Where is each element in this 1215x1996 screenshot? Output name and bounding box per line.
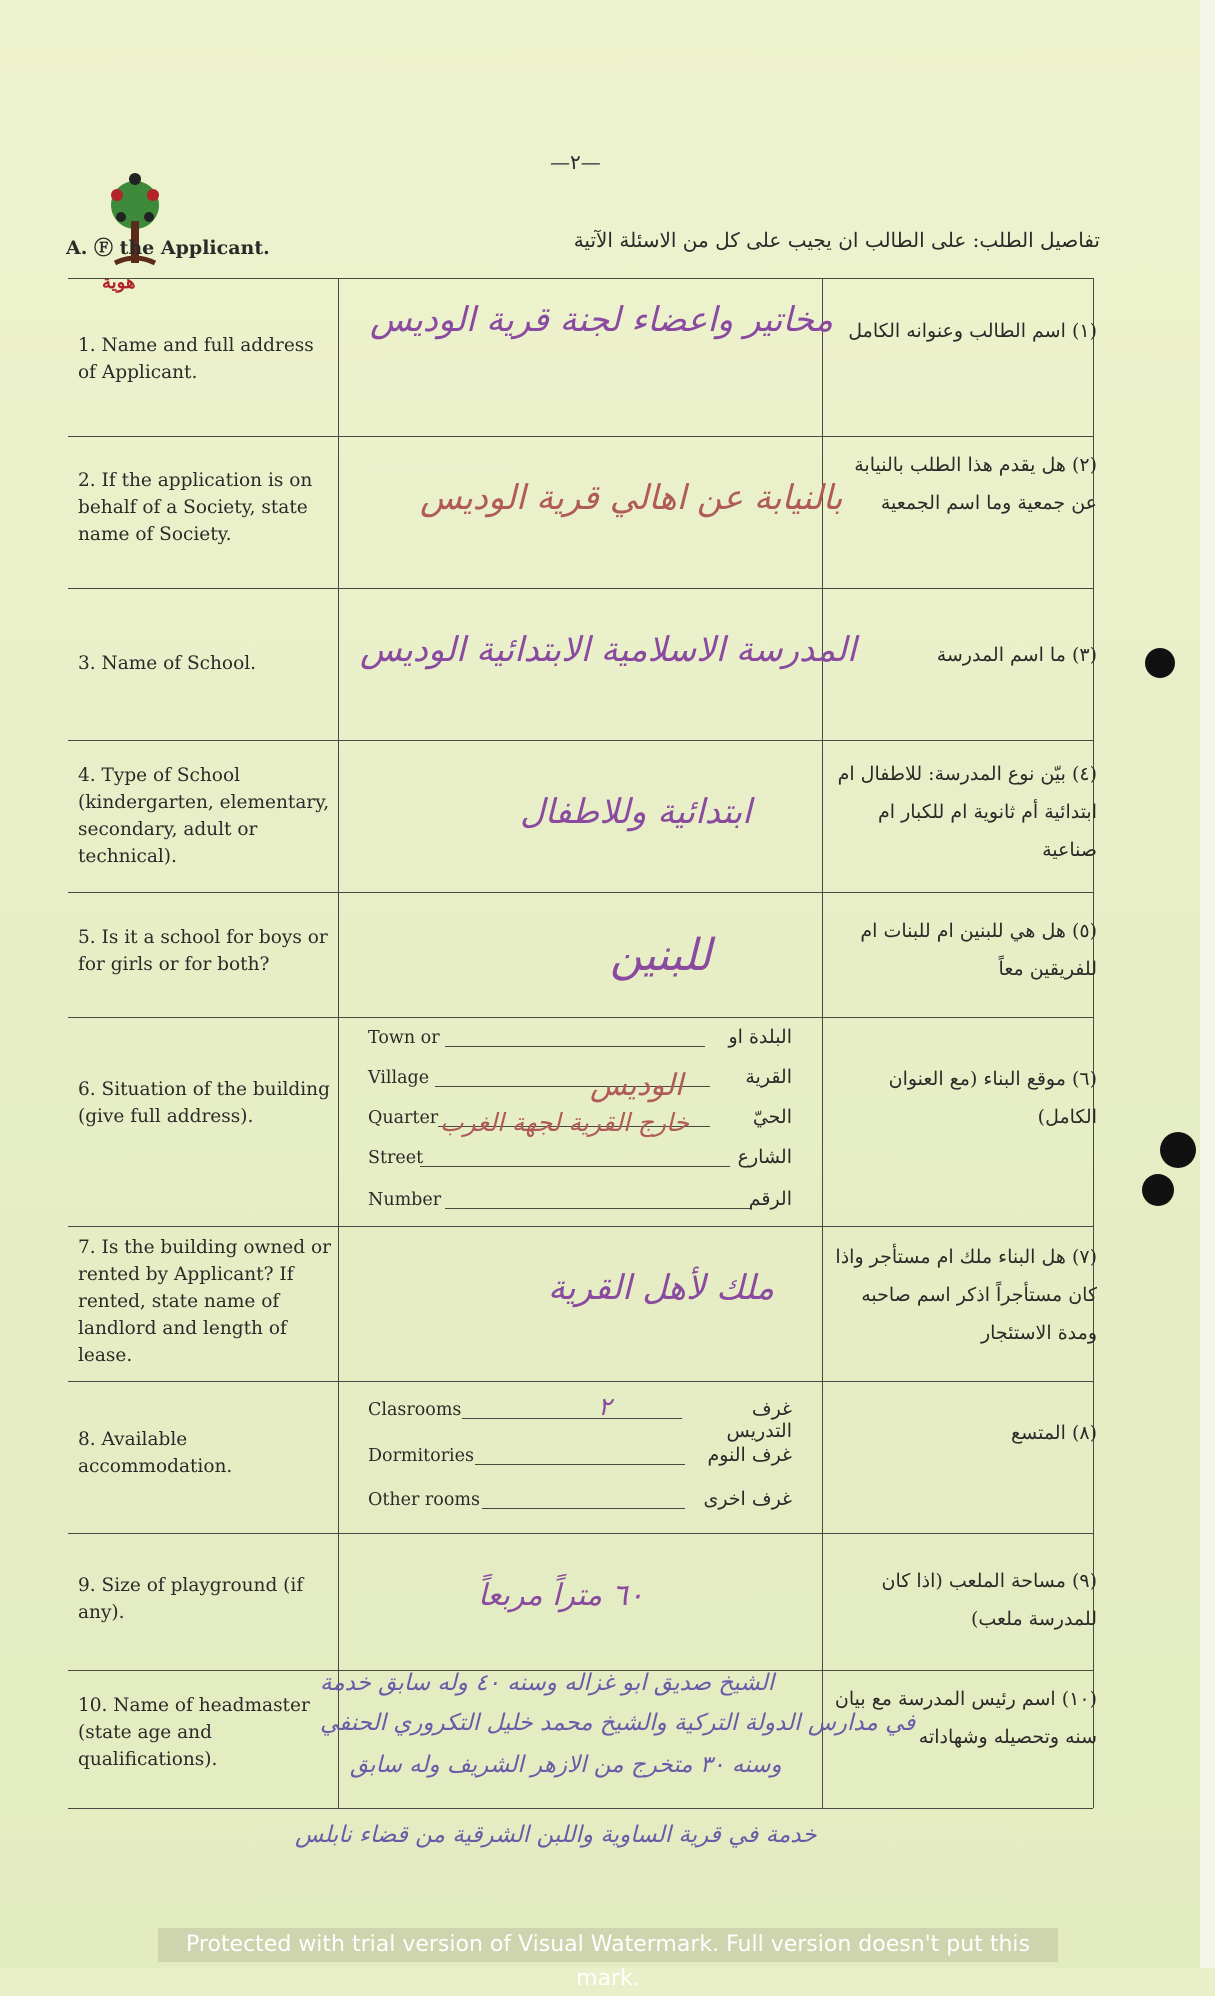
headmaster-line-1: الشيخ صديق ابو غزاله وسنه ٤٠ وله سابق خدمة — [320, 1670, 775, 1696]
page-number: —٢— — [550, 150, 601, 174]
village-label: Village — [368, 1068, 430, 1088]
town-line — [445, 1046, 705, 1047]
question-7-en: 7. Is the building owned or rented by Applicant? If rented, state name of landlord and length of lease. — [78, 1237, 331, 1366]
question-10-ar: (١٠) اسم رئيس المدرسة مع بيان سنه وتحصيله وشهاداته — [834, 1688, 1097, 1748]
punch-hole — [1160, 1132, 1196, 1168]
street-line — [420, 1166, 730, 1167]
question-2-en: 2. If the application is on behalf of a Society, state name of Society. — [78, 470, 313, 545]
row-divider — [68, 436, 1093, 437]
dormitories-line — [475, 1464, 685, 1465]
question-5-en: 5. Is it a school for boys or for girls or for both? — [78, 927, 328, 975]
watermark-banner: Protected with trial version of Visual Watermark. Full version doesn't put this mark. — [158, 1928, 1058, 1962]
question-8-ar: (٨) المتسع — [1011, 1422, 1097, 1444]
question-7-ar: (٧) هل البناء ملك ام مستأجر واذا كان مستأجراً اذكر اسم صاحبه ومدة الاستئجار — [835, 1246, 1097, 1344]
town-label: Town or — [368, 1028, 440, 1048]
page-edge — [1200, 0, 1215, 1968]
classrooms-answer: ٢ — [598, 1392, 612, 1421]
question-4-ar: (٤) بيّن نوع المدرسة: للاطفال ام ابتدائية أم ثانوية ام للكبار ام صناعية — [837, 763, 1097, 861]
dormitories-label-ar: غرف النوم — [707, 1444, 792, 1466]
quarter-label: Quarter — [368, 1108, 439, 1128]
other-rooms-label: Other rooms — [368, 1490, 480, 1510]
classrooms-label-ar: غرف التدريس — [726, 1398, 792, 1442]
question-6-ar: (٦) موقع البناء (مع العنوان الكامل) — [888, 1068, 1097, 1128]
question-3-en: 3. Name of School. — [78, 653, 257, 674]
question-6-en: 6. Situation of the building (give full address). — [78, 1079, 330, 1127]
headmaster-line-4: خدمة في قرية الساوية واللبن الشرقية من قضاء نابلس — [295, 1822, 817, 1848]
headmaster-line-3: وسنه ٣٠ متخرج من الازهر الشريف وله سابق — [350, 1752, 782, 1778]
question-10-en: 10. Name of headmaster (state age and qualifications). — [78, 1695, 310, 1770]
classrooms-line — [462, 1418, 682, 1419]
row-divider — [68, 740, 1093, 741]
row-divider — [68, 1533, 1093, 1534]
answer-2: بالنيابة عن اهالي قرية الوديس — [420, 478, 843, 518]
number-line — [445, 1208, 750, 1209]
punch-hole — [1142, 1174, 1174, 1206]
punch-hole — [1145, 648, 1175, 678]
row-divider — [68, 1381, 1093, 1382]
section-heading-en: A. Ⓕ the Applicant. — [66, 237, 270, 259]
classrooms-label: Clasrooms — [368, 1400, 462, 1420]
answer-1: مخاتير واعضاء لجنة قرية الوديس — [370, 300, 834, 340]
answer-9: ٦٠ متراً مربعاً — [478, 1578, 644, 1613]
column-divider-left — [338, 278, 339, 1808]
row-divider — [68, 1017, 1093, 1018]
number-label: Number — [368, 1190, 442, 1210]
answer-4: ابتدائية وللاطفال — [520, 792, 752, 832]
question-1-ar: (١) اسم الطالب وعنوانه الكامل — [848, 320, 1097, 342]
number-label-ar: الرقم — [748, 1188, 792, 1210]
answer-5: للبنين — [610, 930, 712, 981]
question-1-en: 1. Name and full address of Applicant. — [78, 335, 314, 383]
question-3-ar: (٣) ما اسم المدرسة — [936, 644, 1097, 666]
answer-7: ملك لأهل القرية — [548, 1268, 775, 1308]
street-label-ar: الشارع — [737, 1146, 792, 1168]
row-divider — [68, 278, 1093, 279]
dormitories-label: Dormitories — [368, 1446, 474, 1466]
village-label-ar: القرية — [745, 1066, 792, 1088]
street-label: Street — [368, 1148, 424, 1168]
quarter-answer: خارج القرية لجهة الغرب — [440, 1108, 690, 1137]
question-9-en: 9. Size of playground (if any). — [78, 1575, 304, 1623]
question-8-en: 8. Available accommodation. — [78, 1429, 233, 1477]
row-divider — [68, 1808, 1093, 1809]
other-rooms-line — [482, 1508, 685, 1509]
row-divider — [68, 1226, 1093, 1227]
row-divider — [68, 588, 1093, 589]
quarter-label-ar: الحيّ — [752, 1106, 792, 1128]
headmaster-line-2: في مدارس الدولة التركية والشيخ محمد خليل التكروري الحنفي — [320, 1710, 916, 1736]
other-rooms-label-ar: غرف اخرى — [703, 1488, 792, 1510]
town-label-ar: البلدة او — [728, 1026, 792, 1048]
section-heading-ar: تفاصيل الطلب: على الطالب ان يجيب على كل من الاسئلة الآتية — [573, 228, 1100, 252]
logo-text: هوية — [102, 272, 136, 293]
question-2-ar: (٢) هل يقدم هذا الطلب بالنيابة عن جمعية وما اسم الجمعية — [854, 454, 1097, 514]
village-answer: الوديس — [590, 1068, 683, 1103]
row-divider — [68, 892, 1093, 893]
question-9-ar: (٩) مساحة الملعب (اذا كان للمدرسة ملعب) — [881, 1570, 1097, 1630]
answer-3: المدرسة الاسلامية الابتدائية الوديس — [360, 630, 857, 670]
question-5-ar: (٥) هل هي للبنين ام للبنات ام للفريقين معاً — [860, 920, 1097, 980]
question-4-en: 4. Type of School (kindergarten, elementary, secondary, adult or technical). — [78, 765, 330, 867]
